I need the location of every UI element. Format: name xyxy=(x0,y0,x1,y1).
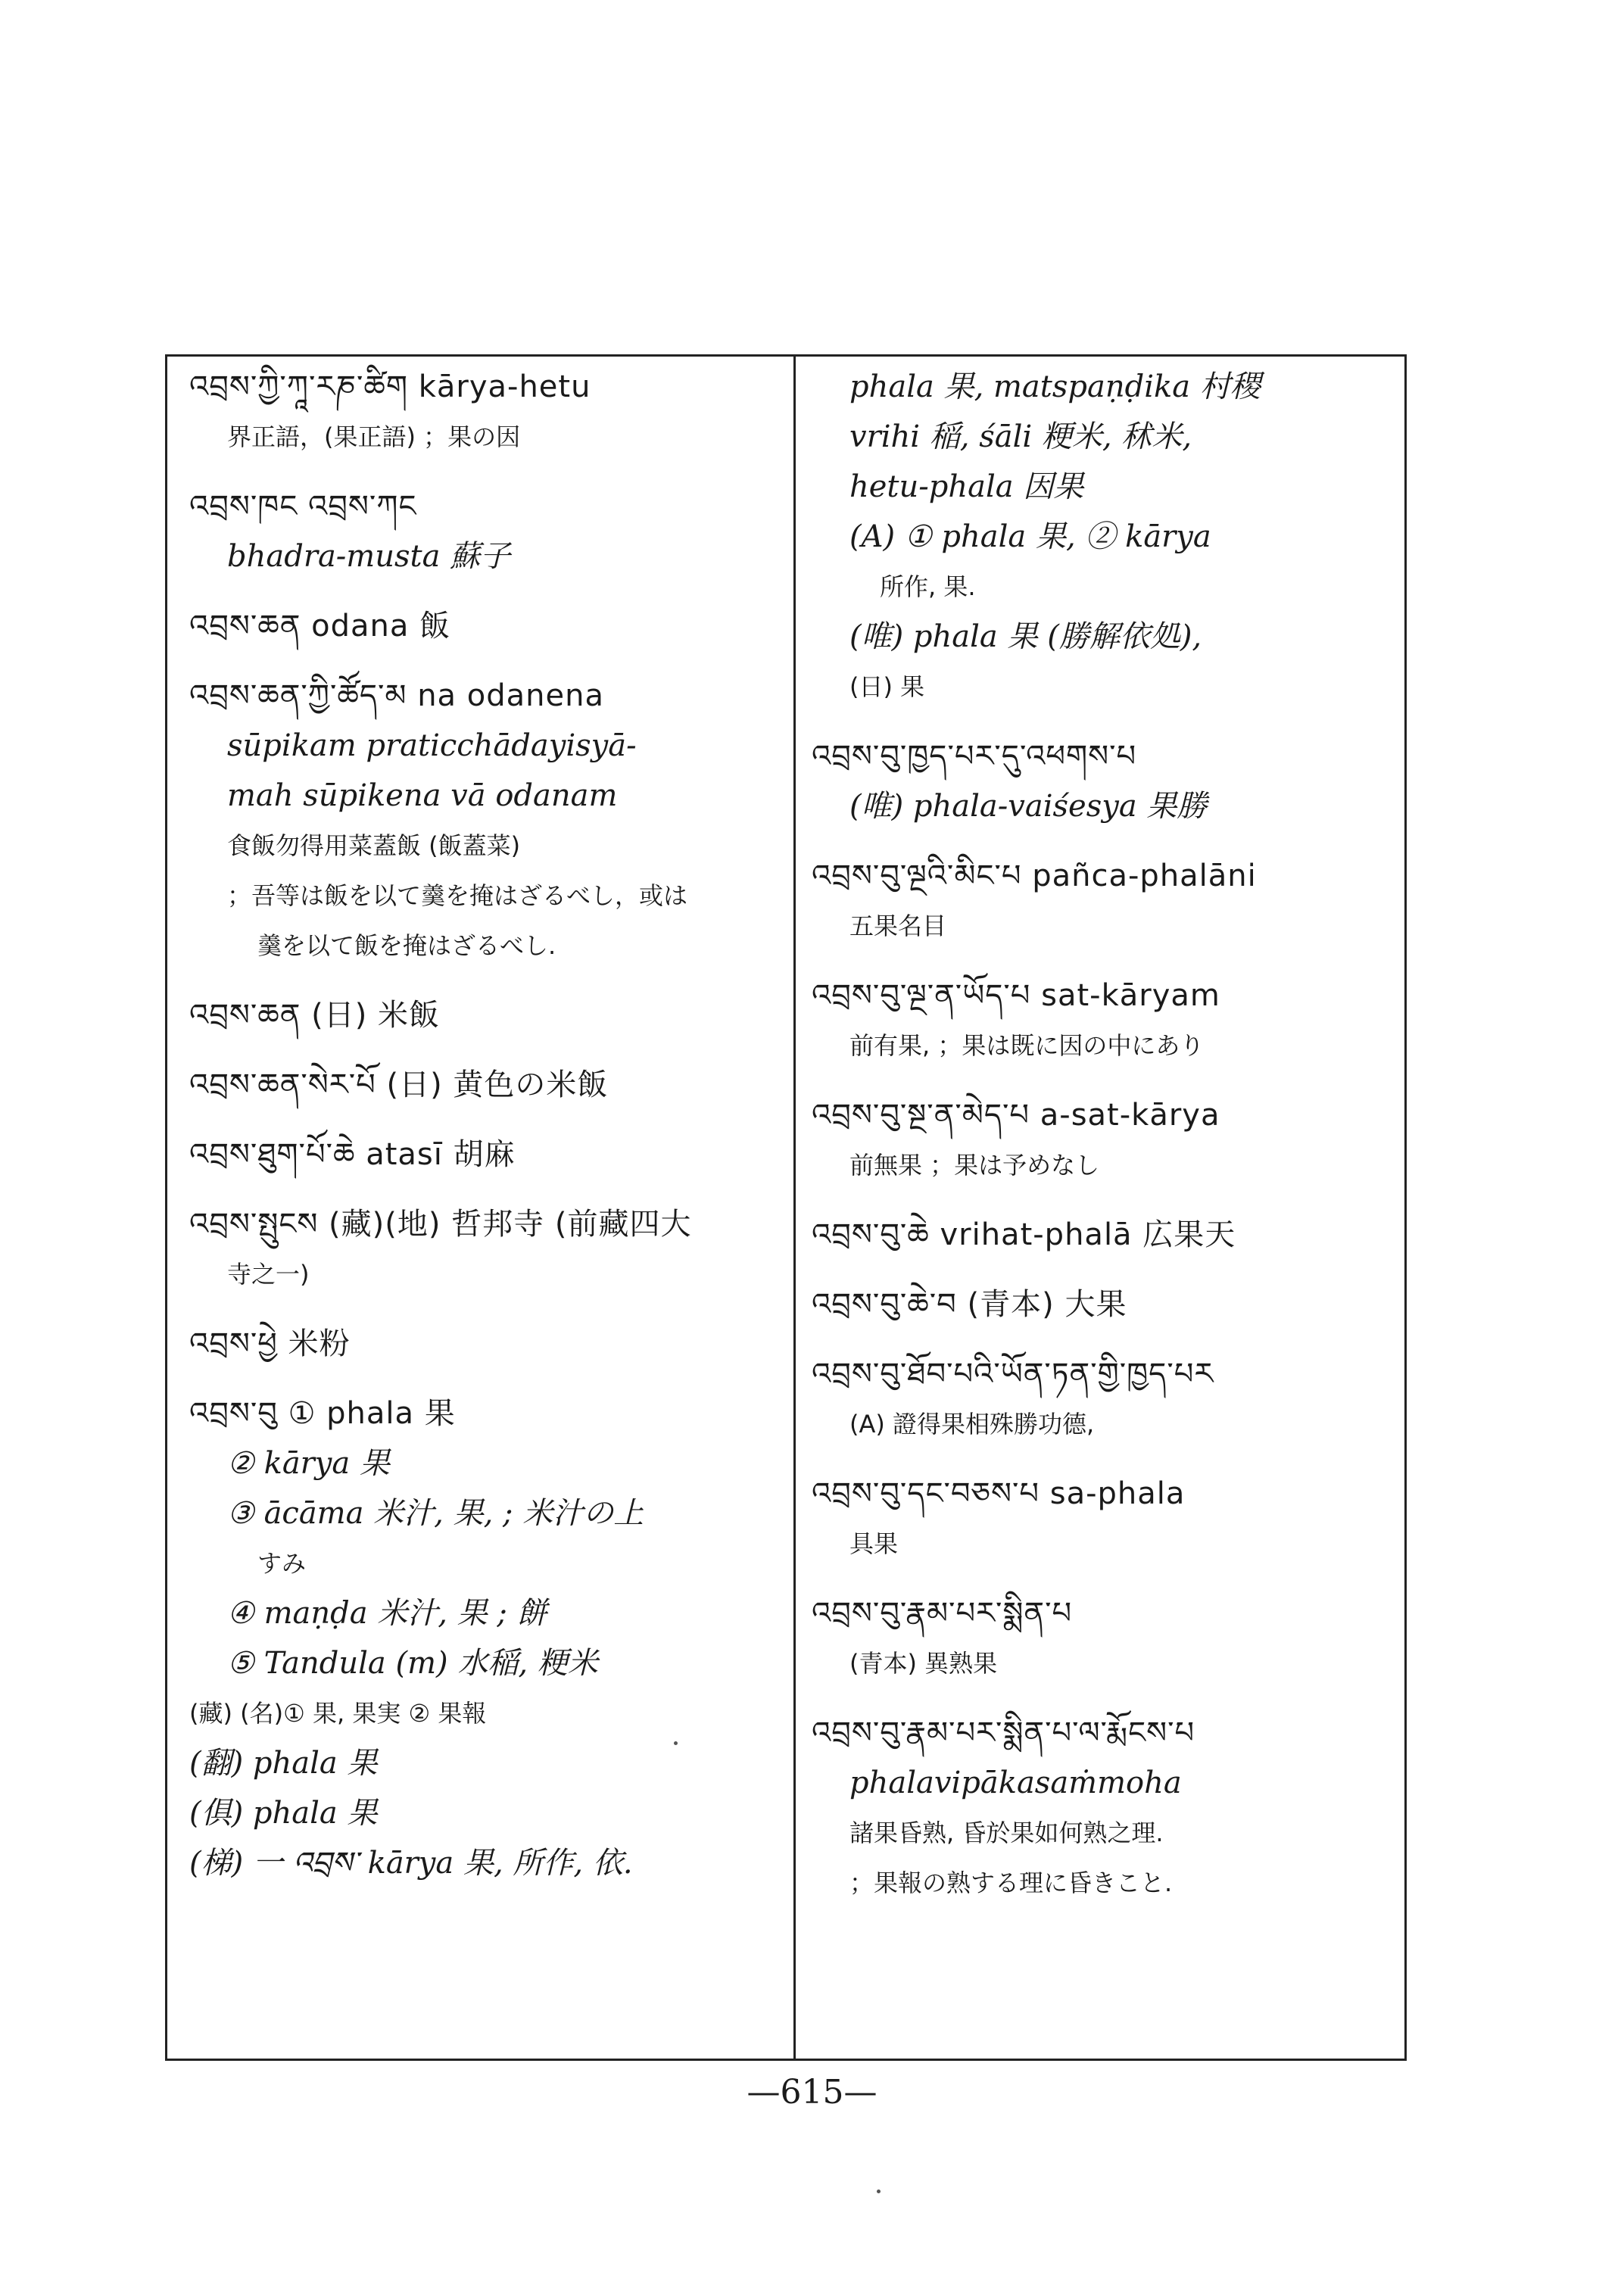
entry-line: bhadra-musta 蘇子 xyxy=(227,539,511,574)
dictionary-entry xyxy=(189,1389,780,1888)
dictionary-entry xyxy=(812,851,1402,951)
entry-line: འབྲས་ཆན་སེར་པོ (日) 黄色の米飯 xyxy=(189,1068,609,1102)
entry-line: འབྲས་བུ་སྔ་ན་མེད་པ a-sat-kārya xyxy=(812,1098,1220,1133)
entry-line: (藏) (名)① 果, 果実 ② 果報 xyxy=(189,1699,487,1728)
entry-line: འབྲས་བུ་ལྔའི་མིང་པ pañca-phalāni xyxy=(812,859,1257,893)
entry-line: འབྲས་བུ་རྣམ་པར་སྨིན་པ xyxy=(812,1596,1073,1631)
entry-line: ③ ācāma 米汁, 果, ; 米汁の上 xyxy=(227,1496,644,1531)
entry-line: (唯) phala-vaiśesya 果勝 xyxy=(849,789,1208,824)
dictionary-entry xyxy=(812,1588,1402,1688)
dictionary-entry xyxy=(189,1130,780,1180)
dictionary-entry xyxy=(812,1090,1402,1190)
dictionary-entry xyxy=(812,1469,1402,1569)
entry-line: (翻) phala 果 xyxy=(189,1746,378,1781)
entry-line: (日) 果 xyxy=(849,672,925,701)
dictionary-entry xyxy=(189,601,780,651)
dictionary-entry xyxy=(812,731,1402,831)
dictionary-entry xyxy=(812,362,1402,712)
entry-line: mah sūpikena vā odanam xyxy=(227,778,618,813)
dictionary-entry xyxy=(189,1319,780,1369)
entry-line: འབྲས་ཆན་ཀྱི་ཚོད་མ na odanena xyxy=(189,678,604,713)
dictionary-entry xyxy=(189,482,780,581)
dictionary-entry xyxy=(812,971,1402,1071)
entry-line: 界正語，(果正語) ；果の因 xyxy=(227,422,521,451)
entry-line: hetu-phala 因果 xyxy=(849,469,1084,504)
entry-line: འབྲས་བུ་ལྔ་ན་ཡོད་པ sat-kāryam xyxy=(812,978,1220,1013)
dictionary-entry xyxy=(812,1279,1402,1329)
entry-line: འབྲས་བུ་ཆེ་བ (青本) 大果 xyxy=(812,1287,1127,1322)
entry-line: phalavipākasaṁmoha xyxy=(849,1766,1182,1800)
entry-line: ⑤ Tandula (m) 水稲, 粳米 xyxy=(227,1646,598,1681)
entry-line: འབྲས་བུ་རྣམ་པར་སྨིན་པ་ལ་རྨོངས་པ xyxy=(812,1716,1195,1750)
scan-speck xyxy=(674,1741,678,1745)
entry-line: (A) 證得果相殊勝功德, xyxy=(849,1410,1095,1438)
entry-line: འབྲས་ཆན odana 飯 xyxy=(189,609,451,644)
entry-line: (俱) phala 果 xyxy=(189,1796,378,1831)
entry-line: འབྲས་བུ་དང་བཅས་པ sa-phala xyxy=(812,1476,1186,1511)
entry-line: vrihi 稲, śāli 粳米, 秫米, xyxy=(849,419,1192,454)
dictionary-entry xyxy=(189,362,780,462)
entry-line: すみ xyxy=(257,1549,307,1578)
dictionary-entry xyxy=(189,1199,780,1299)
entry-line: འབྲས་སྤུངས (藏)(地) 哲邦寺 (前藏四大 xyxy=(189,1207,692,1242)
entry-line: འབྲས་ཕྱེ 米粉 xyxy=(189,1326,351,1361)
entry-line: འབྲས་བུ་ཆེ vrihat-phalā 広果天 xyxy=(812,1217,1236,1252)
dictionary-entry xyxy=(812,1708,1402,1908)
entry-line: (青本) 異熟果 xyxy=(849,1649,998,1678)
entry-line: ；果報の熟する理に昏きこと. xyxy=(849,1869,1173,1897)
entry-line: འབྲས་ཁང འབྲས་ཀང xyxy=(189,489,417,524)
entry-line: 前有果, ；果は既に因の中にあり xyxy=(849,1031,1205,1060)
dictionary-entry xyxy=(189,1060,780,1110)
entry-line: 五果名目 xyxy=(849,912,947,940)
entry-line: (唯) phala 果 (勝解依処), xyxy=(849,619,1202,654)
entry-line: འབྲས་ཆན (日) 米飯 xyxy=(189,998,441,1033)
entry-line: འབྲས་བུ ① phala 果 xyxy=(189,1396,456,1431)
entry-line: 諸果昏熟, 昏於果如何熟之理. xyxy=(849,1819,1164,1847)
entry-line: 具果 xyxy=(849,1529,899,1558)
entry-line: (A) ① phala 果, ② kārya xyxy=(849,519,1211,554)
scan-speck xyxy=(877,2190,881,2193)
entry-line: phala 果, matspaṇḍika 村稷 xyxy=(849,369,1261,404)
entry-line: 寺之一) xyxy=(227,1260,310,1289)
entry-line: འབྲས་ཐུག་པོ་ཆེ atasī 胡麻 xyxy=(189,1137,516,1172)
entry-line: ④ maṇḍa 米汁, 果 ; 餅 xyxy=(227,1596,547,1631)
entry-line: 前無果 ；果は予めなし xyxy=(849,1151,1100,1180)
entry-line: 羹を以て飯を掩はざるべし. xyxy=(257,931,556,960)
dictionary-entry xyxy=(812,1349,1402,1449)
dictionary-entry xyxy=(189,671,780,971)
entry-line: sūpikam praticchādayisyā- xyxy=(227,728,637,763)
entry-line: 所作, 果. xyxy=(880,572,976,601)
entry-line: འབྲས་བུ་ཐོབ་པའི་ཡོན་ཏན་གྱི་ཁྱད་པར xyxy=(812,1357,1214,1392)
entry-line: ② kārya 果 xyxy=(227,1446,390,1481)
right-column xyxy=(812,362,1402,1928)
dictionary-entry xyxy=(189,990,780,1040)
dictionary-entry xyxy=(812,1210,1402,1260)
entry-line: འབྲས་བུ་ཁྱད་པར་དུ་འཕགས་པ xyxy=(812,739,1137,774)
entry-line: ；吾等は飯を以て羹を掩はざるべし，或は xyxy=(227,881,688,910)
left-column xyxy=(189,362,780,1908)
entry-line: 食飯勿得用菜蓋飯 (飯蓋菜) xyxy=(227,831,521,860)
entry-line: (梯) 一 འབྲས་ kārya 果, 所作, 依. xyxy=(189,1846,633,1881)
column-divider xyxy=(793,354,796,2061)
entry-line: འབྲས་ཀྱི་ཀཱ་རཎ་ཚིག kārya-hetu xyxy=(189,369,591,404)
page-number: —615— xyxy=(747,2073,877,2112)
